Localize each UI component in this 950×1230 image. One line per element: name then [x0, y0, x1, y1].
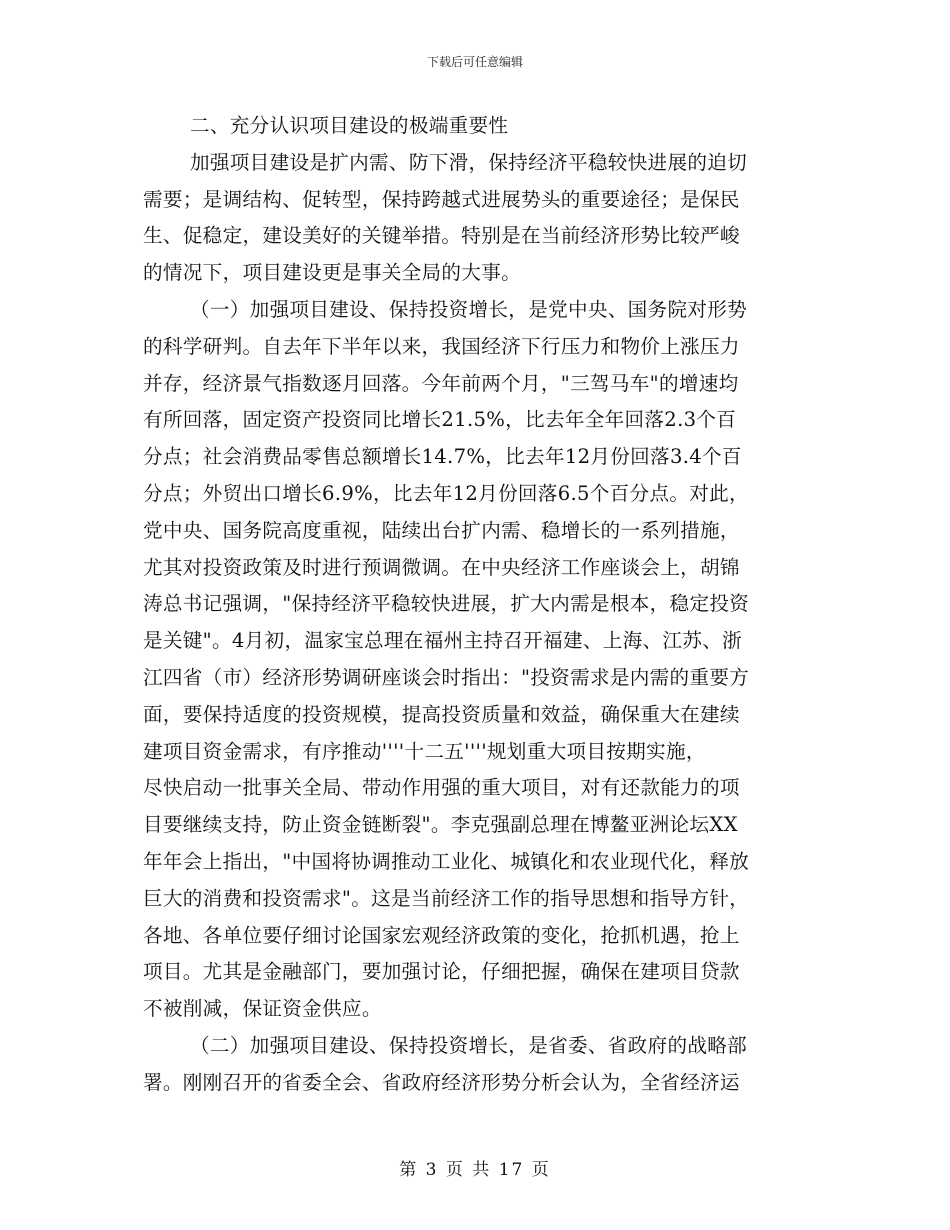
text-line: 加强项目建设是扩内需、防下滑，保持经济平稳较快进展的迫切 — [190, 150, 748, 174]
text-line: 有所回落，固定资产投资同比增长21.5%，比去年全年回落2.3个百 — [143, 408, 737, 432]
text-line: 目要继续支持，防止资金链断裂"。李克强副总理在博鳌亚洲论坛XX — [143, 813, 738, 837]
text-line: 分点；外贸出口增长6.9%，比去年12月份回落6.5个百分点。对此， — [143, 481, 749, 505]
section-heading: 二、充分认识项目建设的极端重要性 — [190, 114, 509, 137]
page-footer: 第 3 页 共 17 页 — [399, 1160, 551, 1180]
text-line: 分点；社会消费品零售总额增长14.7%，比去年12月份回落3.4个百 — [143, 445, 742, 469]
text-line: （二）加强项目建设、保持投资增长，是省委、省政府的战略部 — [190, 1033, 748, 1057]
text-line: 涛总书记强调，"保持经济平稳较快进展，扩大内需是根本，稳定投资 — [143, 592, 750, 616]
text-line: 的科学研判。自去年下半年以来，我国经济下行压力和物价上涨压力 — [143, 334, 740, 358]
text-line: 建项目资金需求，有序推动''''十二五''''规划重大项目按期实施， — [143, 739, 706, 763]
text-line: 尽快启动一批事关全局、带动作用强的重大项目，对有还款能力的项 — [143, 776, 740, 800]
text-line: 不被削减，保证资金供应。 — [143, 997, 382, 1021]
text-line: 的情况下，项目建设更是事关全局的大事。 — [143, 261, 521, 285]
text-line: 项目。尤其是金融部门，要加强讨论，仔细把握，确保在建项目贷款 — [143, 960, 740, 984]
text-line: 尤其对投资政策及时进行预调微调。在中央经济工作座谈会上，胡锦 — [143, 555, 740, 579]
text-line: 需要；是调结构、促转型，保持跨越式进展势头的重要途径；是保民 — [143, 187, 740, 211]
text-line: 各地、各单位要仔细讨论国家宏观经济政策的变化，抢抓机遇，抢上 — [143, 923, 740, 947]
document-body — [143, 108, 808, 1102]
text-line: 年年会上指出，"中国将协调推动工业化、城镇化和农业现代化，释放 — [143, 849, 750, 873]
text-line: 党中央、国务院高度重视，陆续出台扩内需、稳增长的一系列措施， — [143, 518, 740, 542]
text-line: 是关键"。4月初，温家宝总理在福州主持召开福建、上海、江苏、浙 — [143, 629, 742, 653]
text-line: 生、促稳定，建设美好的关键举措。特别是在当前经济形势比较严峻 — [143, 224, 740, 248]
page-header: 下载后可任意编辑 — [426, 55, 523, 69]
text-line: 面，要保持适度的投资规模，提高投资质量和效益，确保重大在建续 — [143, 702, 740, 726]
text-line: 署。刚刚召开的省委全会、省政府经济形势分析会认为，全省经济运 — [143, 1070, 740, 1094]
text-line: （一）加强项目建设、保持投资增长，是党中央、国务院对形势 — [190, 297, 748, 321]
text-line: 并存，经济景气指数逐月回落。今年前两个月，"三驾马车"的增速均 — [143, 371, 739, 395]
text-line: 江四省（市）经济形势调研座谈会时指出："投资需求是内需的重要方 — [143, 665, 750, 689]
text-line: 巨大的消费和投资需求"。这是当前经济工作的指导思想和指导方针， — [143, 886, 750, 910]
